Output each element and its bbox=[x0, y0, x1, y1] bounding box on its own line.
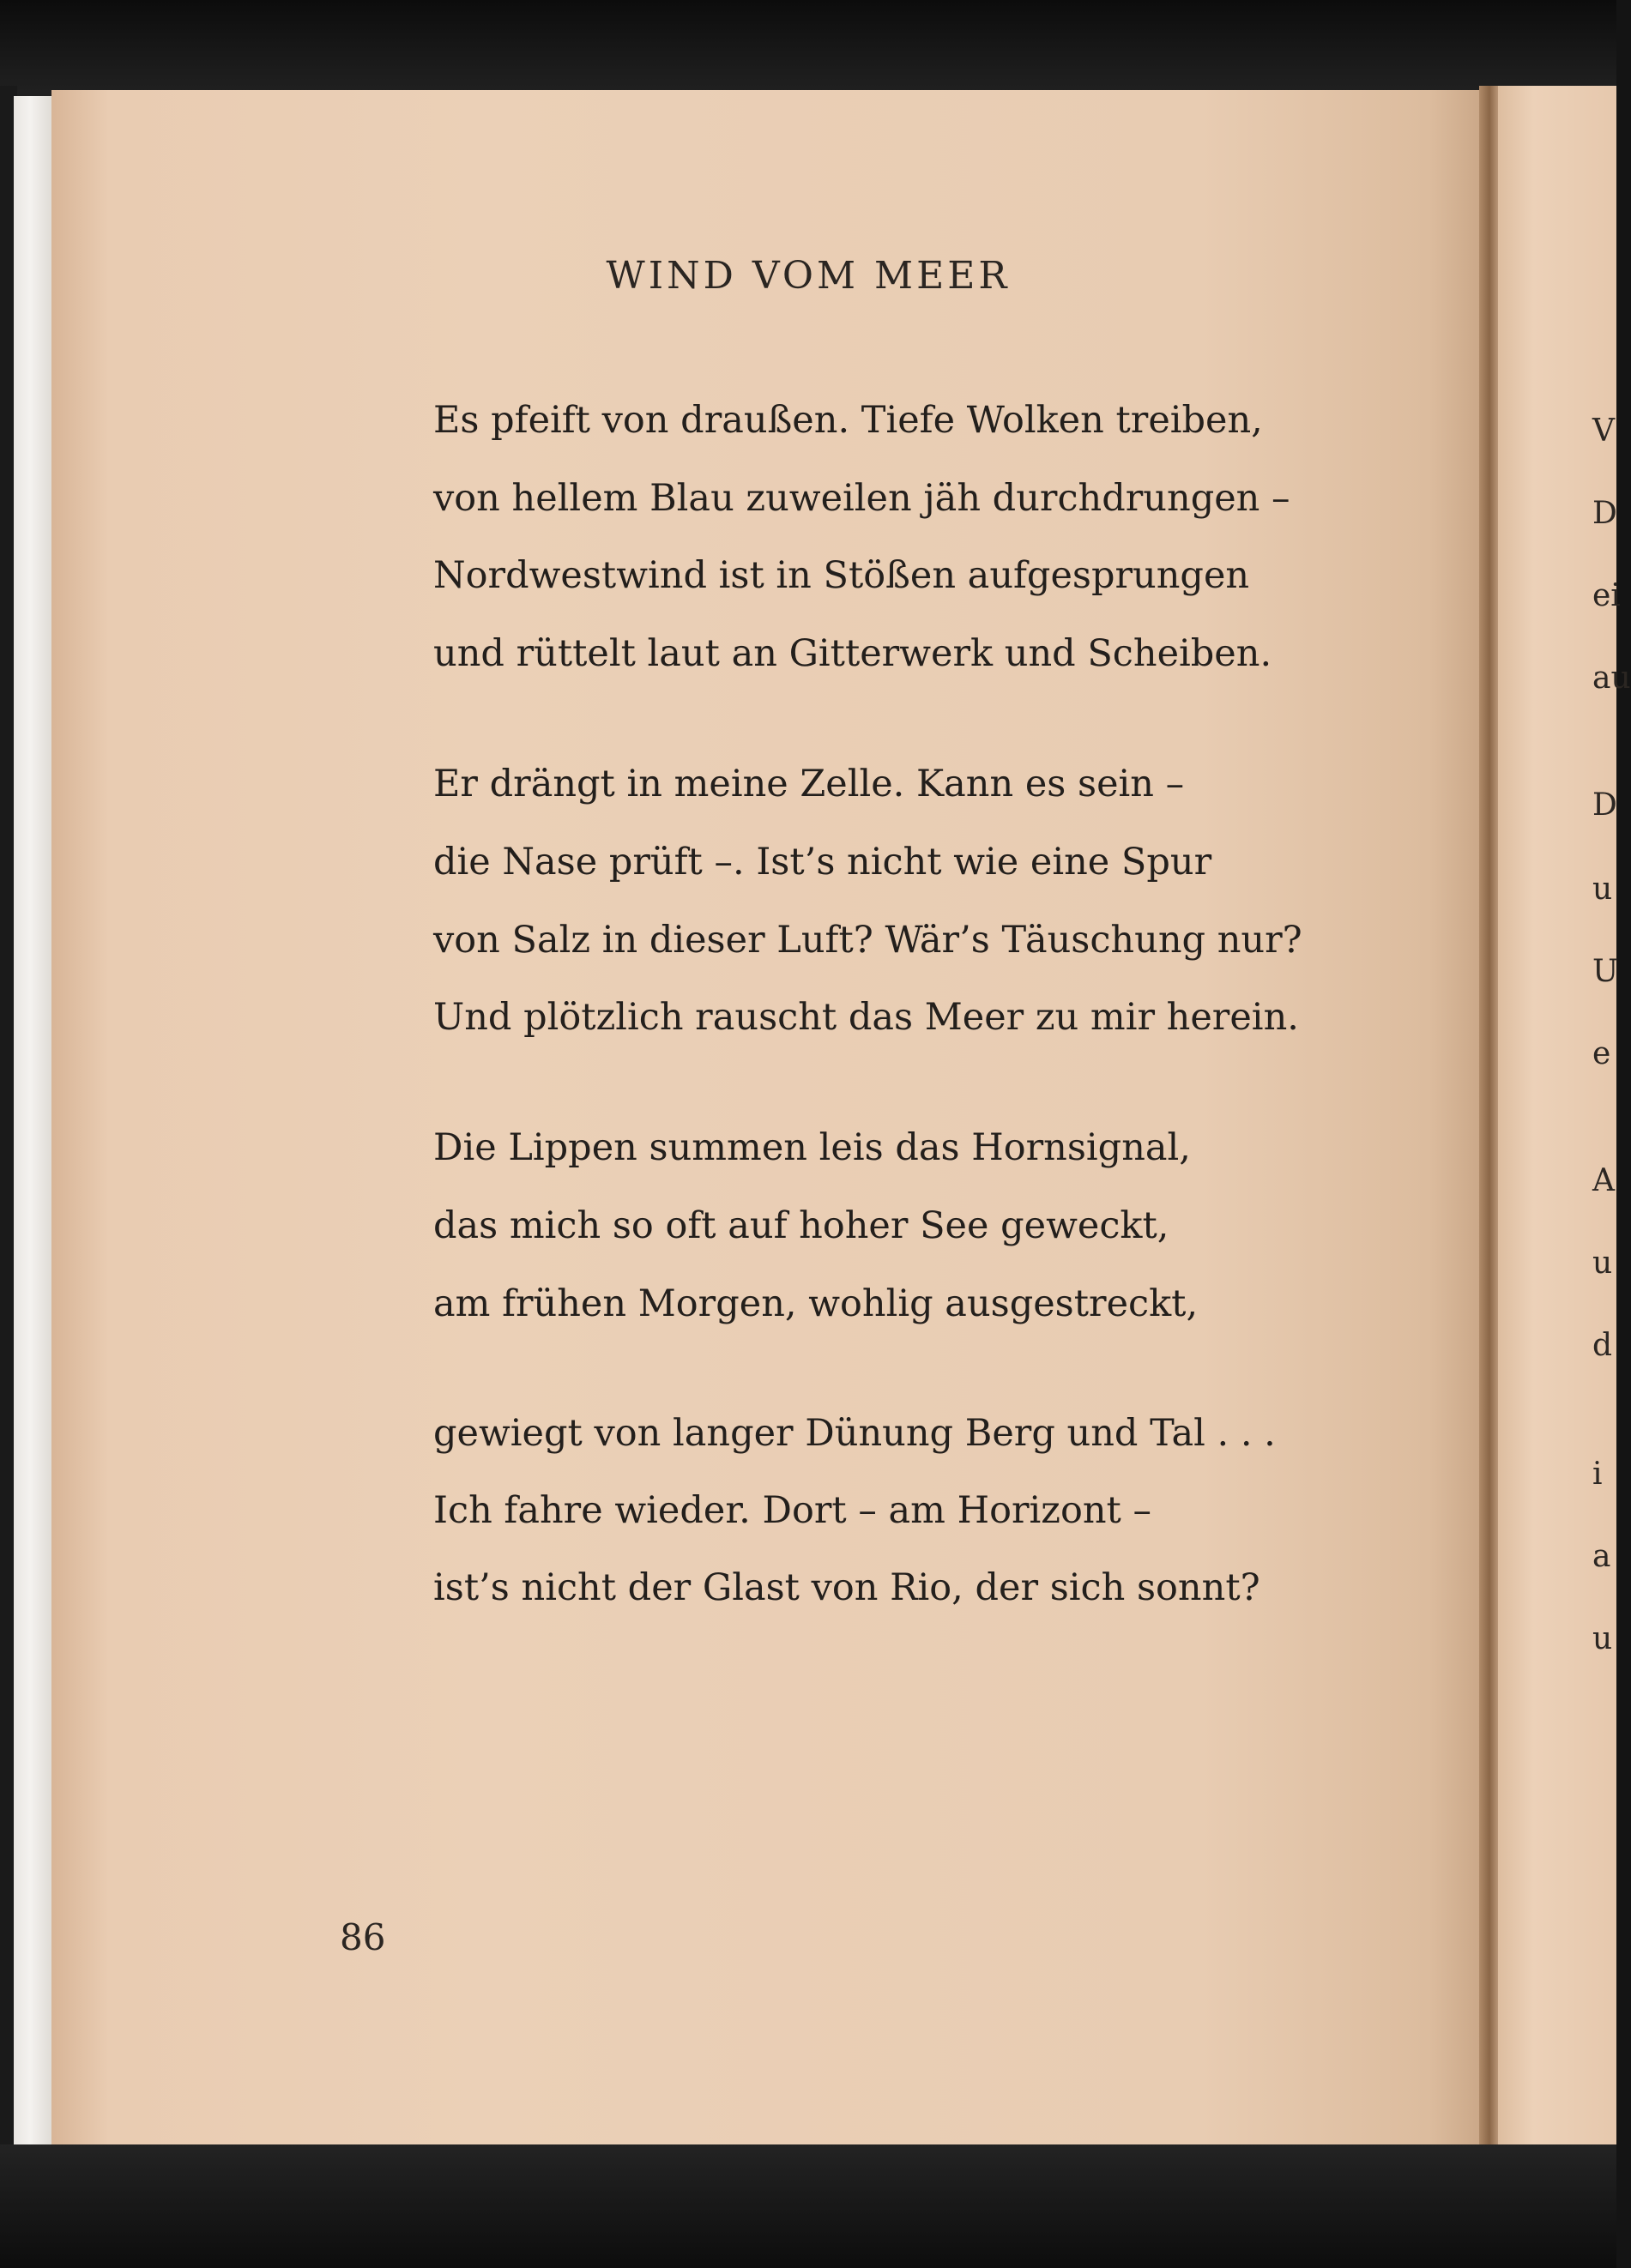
poem-line: Nordwestwind ist in Stößen aufgesprungen bbox=[433, 554, 1250, 597]
book-cover-top bbox=[0, 0, 1616, 103]
facing-page-fragment: d bbox=[1592, 1328, 1613, 1363]
poem-line: Er drängt in meine Zelle. Kann es sein – bbox=[433, 763, 1185, 805]
facing-page-fragment: u bbox=[1592, 872, 1613, 907]
facing-page-fragment: A bbox=[1592, 1163, 1615, 1198]
poem-line: am frühen Morgen, wohlig ausgestreckt, bbox=[433, 1282, 1199, 1325]
facing-page-fragment: e bbox=[1592, 1036, 1611, 1071]
facing-page-fragment: u bbox=[1592, 1621, 1613, 1656]
facing-page-fragment: i bbox=[1592, 1457, 1603, 1492]
poem-line: gewiegt von langer Dünung Berg und Tal . . . bbox=[433, 1412, 1276, 1455]
facing-page-fragment: D bbox=[1592, 787, 1617, 823]
page-edges bbox=[14, 96, 55, 2144]
book-gutter bbox=[1479, 86, 1500, 2153]
poem-line: ist’s nicht der Glast von Rio, der sich sonnt? bbox=[433, 1566, 1260, 1609]
poem-line: Es pfeift von draußen. Tiefe Wolken treiben, bbox=[433, 399, 1263, 442]
poem-line: das mich so oft auf hoher See geweckt, bbox=[433, 1204, 1169, 1247]
facing-page-fragment: D bbox=[1592, 496, 1617, 531]
right-page bbox=[1498, 86, 1631, 2153]
facing-page-fragment: V bbox=[1592, 413, 1615, 449]
poem-line: und rüttelt laut an Gitterwerk und Scheiben. bbox=[433, 632, 1272, 675]
poem-title: WIND VOM MEER bbox=[606, 254, 1011, 298]
book-cover-bottom bbox=[0, 2144, 1616, 2268]
poem-line: die Nase prüft –. Ist’s nicht wie eine Spur bbox=[433, 841, 1212, 884]
poem-line: Und plötzlich rauscht das Meer zu mir herein. bbox=[433, 996, 1299, 1039]
poem-line: Ich fahre wieder. Dort – am Horizont – bbox=[433, 1489, 1151, 1532]
facing-page-fragment: ei bbox=[1592, 578, 1621, 613]
poem-line: von Salz in dieser Luft? Wär’s Täuschung nur? bbox=[433, 919, 1302, 962]
facing-page-fragment: a bbox=[1592, 1539, 1611, 1574]
facing-page-fragment: u bbox=[1592, 1246, 1613, 1281]
facing-page-fragment: U bbox=[1592, 954, 1619, 989]
poem-line: von hellem Blau zuweilen jäh durchdrungen – bbox=[433, 477, 1290, 520]
poem-line: Die Lippen summen leis das Hornsignal, bbox=[433, 1126, 1191, 1169]
page-number: 86 bbox=[340, 1916, 386, 1958]
facing-page-fragment: au bbox=[1592, 660, 1631, 696]
